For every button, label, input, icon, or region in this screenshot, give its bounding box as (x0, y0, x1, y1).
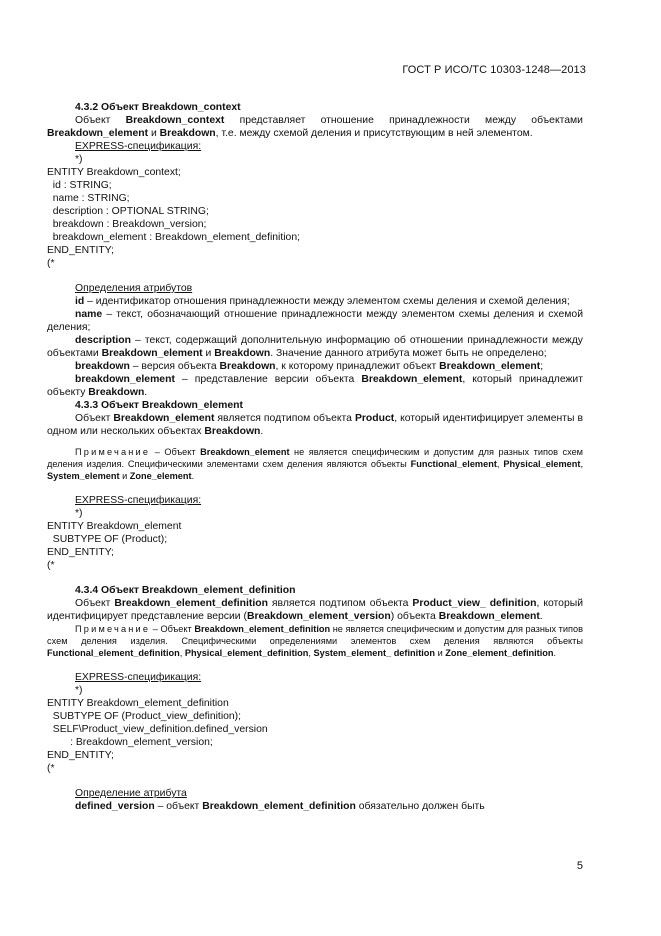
text-run: . Значение данного атрибута может быть не определено; (270, 348, 547, 359)
bold-term: Breakdown_context (125, 115, 225, 126)
bold-term: Breakdown_element_definition (202, 801, 356, 812)
text-run: , который идентифицирует элементы в одном или нескольких объектах (47, 413, 583, 437)
section-4-3-2 (47, 101, 583, 399)
bold-term: Breakdown (88, 387, 145, 398)
text-run: . (191, 471, 195, 481)
code-line: name : STRING; (47, 193, 130, 204)
text-run: представляет отношение принадлежности между объектами (224, 115, 583, 126)
code-line: *) (75, 154, 83, 165)
bold-term: Breakdown_element_definition (114, 598, 268, 609)
attribute-definition (47, 334, 583, 360)
text-run: обязательно должен быть (355, 801, 485, 812)
document-header: ГОСТ Р ИСО/ТС 10303-1248—2013 (402, 64, 586, 76)
text-run: . (553, 648, 557, 658)
code-line: ENTITY Breakdown_element_definition (47, 698, 229, 709)
code-line: id : STRING; (47, 180, 112, 191)
text-run: и (435, 648, 446, 658)
bold-term: Functional_element (410, 459, 497, 469)
bold-term: Breakdown (159, 128, 216, 139)
attributes-label: Определения атрибутов (75, 283, 193, 294)
bold-term: breakdown (75, 361, 130, 372)
bold-term: Breakdown_element (101, 348, 203, 359)
text-run: , т.е. между схемой деления и присутствующим в ней элементом. (215, 128, 533, 139)
code-line: : Breakdown_element_version; (47, 737, 213, 748)
code-line: ENTITY Breakdown_element (47, 521, 182, 532)
bold-term: Breakdown_element_definition (194, 624, 331, 634)
code-line: *) (75, 508, 83, 519)
text-run: не является специфическим и допустим для разных типов схем деления изделия. Специфическими элементами схем деления являются объекты (47, 447, 583, 469)
paragraph (47, 114, 583, 140)
text-run: , который принадлежит объекту (47, 374, 583, 398)
bold-term: System_element_ definition (313, 648, 436, 658)
text-run: и (202, 348, 215, 359)
attribute-definition (47, 800, 583, 813)
bold-term: description (75, 335, 132, 346)
express-label: EXPRESS-спецификация: (75, 141, 202, 152)
bold-term: Breakdown_element (361, 374, 463, 385)
code-line: breakdown_element : Breakdown_element_definition; (47, 232, 300, 243)
text-run: не является специфическим и допустим для разных типов схем деления изделия. Специфическими определениями элементов схем деления являются объекты (47, 624, 583, 646)
code-line: description : OPTIONAL STRING; (47, 206, 209, 217)
section-4-3-3 (47, 399, 583, 572)
bold-term: Breakdown_element (113, 413, 215, 424)
code-line: ENTITY Breakdown_context; (47, 167, 181, 178)
section-heading: 4.3.2 Объект Breakdown_context (75, 102, 241, 113)
text-run: . (144, 387, 148, 398)
text-run: – объект (154, 801, 203, 812)
code-line: END_ENTITY; (47, 750, 114, 761)
bold-term: Breakdown (204, 426, 261, 437)
bold-term: Breakdown_element (439, 361, 541, 372)
text-run: Объект (75, 598, 115, 609)
paragraph (47, 412, 583, 438)
paragraph (47, 597, 583, 623)
text-run: ) объекта (390, 611, 439, 622)
text-run: Объект (75, 115, 126, 126)
text-run: является подтипом объекта (267, 598, 413, 609)
code-line: *) (75, 685, 83, 696)
section-heading: 4.3.4 Объект Breakdown_element_definition (75, 585, 296, 596)
bold-term: Breakdown (219, 361, 276, 372)
bold-term: Breakdown (214, 348, 271, 359)
bold-term: Breakdown_element_version (246, 611, 391, 622)
text-run: – текст, обозначающий отношение принадлежности между элементом схемы деления и схемой деления; (47, 309, 583, 333)
bold-term: Breakdown_element (438, 611, 540, 622)
text-run: – представление версии объекта (174, 374, 362, 385)
section-heading: 4.3.3 Объект Breakdown_element (75, 400, 243, 411)
code-line: END_ENTITY; (47, 245, 114, 256)
bold-term: id (75, 296, 85, 307)
note (47, 446, 583, 482)
bold-term: Zone_element (129, 471, 192, 481)
bold-term: Zone_element_definition (445, 648, 554, 658)
text-run: , (179, 648, 185, 658)
text-run: , который идентифицирует представление версии ( (47, 598, 584, 622)
attribute-label: Определение атрибута (75, 788, 187, 799)
attribute-definition (47, 360, 583, 373)
express-code-block (47, 684, 583, 775)
attribute-definition (47, 308, 583, 334)
text-run: , (496, 459, 504, 469)
text-run: и (148, 128, 160, 139)
text-run: – идентификатор отношения принадлежности между элементом схемы деления и схемой деления; (84, 296, 570, 307)
text-run: , к которому принадлежит объект (275, 361, 440, 372)
text-run: . (539, 611, 543, 622)
section-4-3-4 (47, 584, 583, 813)
text-run: . (260, 426, 264, 437)
text-run: – Объект (150, 447, 201, 457)
express-code-block (47, 507, 583, 572)
code-line: END_ENTITY; (47, 547, 114, 558)
code-line: (* (47, 560, 55, 571)
document-body (47, 101, 583, 813)
bold-term: Product_view_ definition (412, 598, 537, 609)
bold-term: breakdown_element (75, 374, 175, 385)
express-code-block (47, 153, 583, 270)
express-label: EXPRESS-спецификация: (75, 495, 202, 506)
code-line: SUBTYPE OF (Product); (47, 534, 168, 545)
bold-term: System_element (47, 471, 120, 481)
note-label: Примечание (75, 447, 151, 457)
text-run: Объект (75, 413, 114, 424)
note (47, 623, 583, 659)
page-number: 5 (576, 860, 583, 872)
text-run: и (119, 471, 130, 481)
code-line: SELF\Product_view_definition.defined_version (47, 724, 268, 735)
bold-term: Product (354, 413, 395, 424)
text-run: , (580, 459, 583, 469)
bold-term: Functional_element_definition (47, 648, 180, 658)
bold-term: defined_version (75, 801, 155, 812)
code-line: (* (47, 258, 55, 269)
bold-term: name (75, 309, 103, 320)
attribute-definition (47, 295, 583, 308)
note-label: Примечание (75, 624, 151, 634)
bold-term: Breakdown_element (47, 128, 149, 139)
text-run: , (308, 648, 314, 658)
text-run: – текст, содержащий дополнительную информацию об отношении принадлежности между объектами (47, 335, 583, 359)
attribute-definition (47, 373, 583, 399)
text-run: ; (540, 361, 544, 372)
bold-term: Physical_element (503, 459, 581, 469)
code-line: SUBTYPE OF (Product_view_definition); (47, 711, 242, 722)
text-run: – Объект (150, 624, 195, 634)
bold-term: Physical_element_definition (184, 648, 309, 658)
text-run: является подтипом объекта (214, 413, 355, 424)
bold-term: Breakdown_element (200, 447, 290, 457)
text-run: – версия объекта (129, 361, 220, 372)
express-label: EXPRESS-спецификация: (75, 672, 202, 683)
code-line: breakdown : Breakdown_version; (47, 219, 207, 230)
code-line: (* (47, 763, 55, 774)
